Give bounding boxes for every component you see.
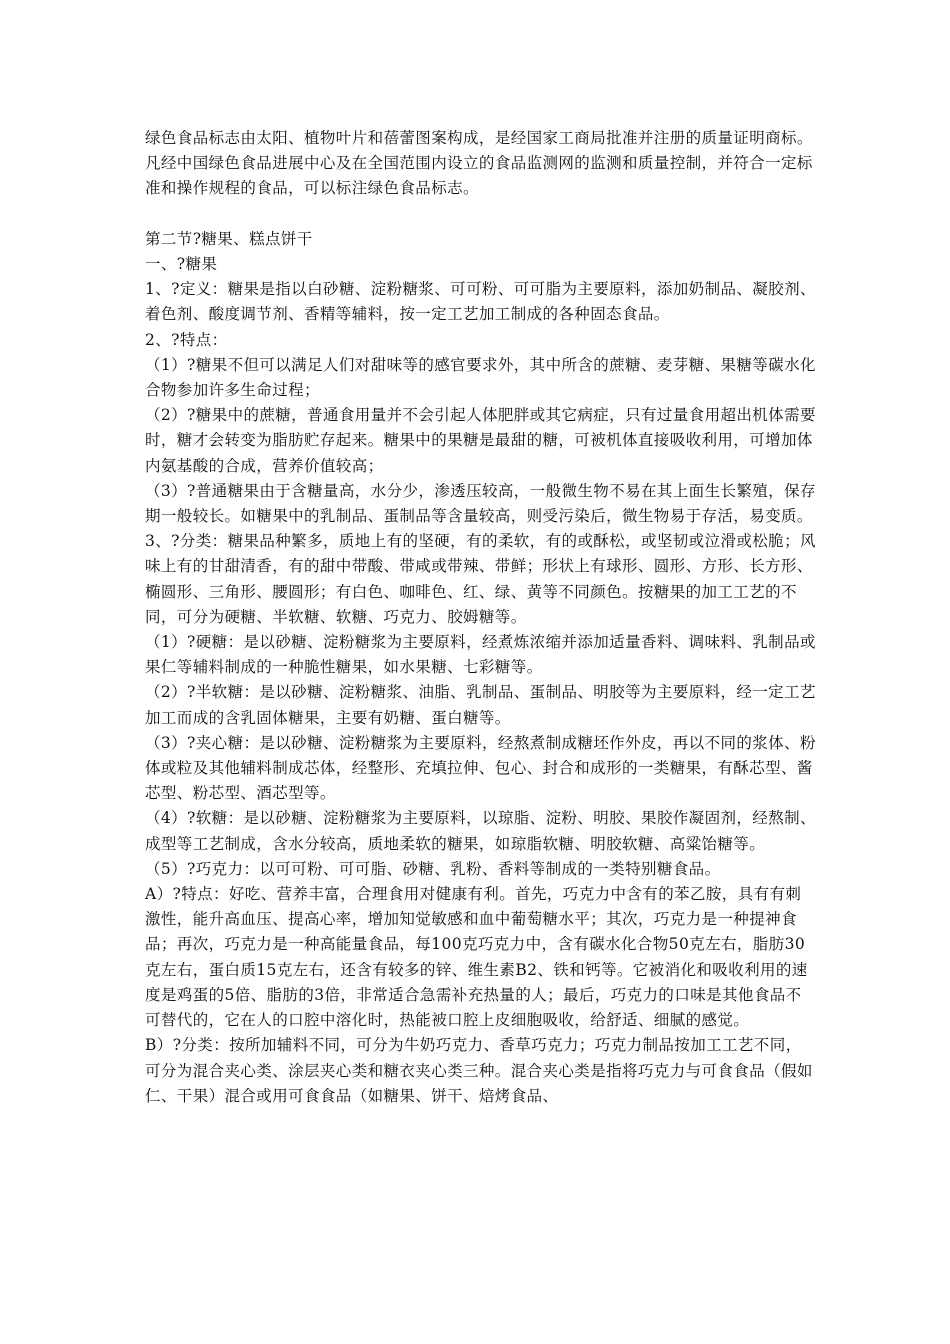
type-item-semi-soft-candy: （2）?半软糖：是以砂糖、淀粉糖浆、油脂、乳制品、蛋制品、明胶等为主要原料，经一定工艺加工而成的含乳固体糖果，主要有奶糖、蛋白糖等。: [145, 683, 816, 727]
type-item-chocolate: （5）?巧克力：以可可粉、可可脂、砂糖、乳粉、香料等制成的一类特别糖食品。: [145, 859, 721, 878]
type-item-hard-candy: （1）?硬糖：是以砂糖、淀粉糖浆为主要原料，经煮炼浓缩并添加适量香料、调味料、乳制品或果仁等辅料制成的一种脆性糖果，如水果糖、七彩糖等。: [145, 633, 816, 677]
classification-paragraph: 3、?分类：糖果品种繁多，质地上有的坚硬，有的柔软，有的或酥松，或坚韧或泣滑或松脆；风味上有的甘甜清香，有的甜中带酸、带咸或带辣、带鲜；形状上有球形、圆形、方形、长方形、椭圆形、三角形、腰圆形；有白色、咖啡色、红、绿、黄等不同颜色。按糖果的加工工艺的不同，可分为硬糖、半软糖、软糖、巧克力、胶姆糖等。: [145, 532, 816, 626]
document-body: [145, 126, 817, 1109]
feature-item-2: （2）?糖果中的蔗糖，普通食用量并不会引起人体肥胖或其它病症，只有过量食用超出机体需要时，糖才会转变为脂肪贮存起来。糖果中的果糖是最甜的糖，可被机体直接吸收利用，可增加体内氨基酸的合成，营养价值较高；: [145, 406, 816, 475]
features-title: 2、?特点：: [145, 330, 228, 349]
feature-item-1: （1）?糖果不但可以满足人们对甜味等的感官要求外，其中所含的蔗糖、麦芽糖、果糖等碳水化合物参加许多生命过程；: [145, 355, 816, 400]
type-item-soft-candy: （4）?软糖：是以砂糖、淀粉糖浆为主要原料，以琼脂、淀粉、明胶、果胶作凝固剂，经熬制、成型等工艺制成，含水分较高，质地柔软的糖果，如琼脂软糖、明胶软糖、高粱饴糖等。: [145, 809, 816, 853]
type-item-filled-candy: （3）?夹心糖：是以砂糖、淀粉糖浆为主要原料，经熬煮制成糖坯作外皮，再以不同的浆体、粉体或粒及其他辅料制成芯体，经整形、充填拉伸、包心、封合和成形的一类糖果，有酥芯型、酱芯型、粉芯型、酒芯型等。: [145, 733, 816, 803]
section-title: 第二节?糖果、糕点饼干: [145, 229, 313, 248]
subsection-title: 一、?糖果: [145, 255, 218, 273]
feature-item-3: （3）?普通糖果由于含糖量高，水分少，渗透压较高，一般微生物不易在其上面生长繁殖，保存期一般较长。如糖果中的乳制品、蛋制品等含量较高，则受污染后，微生物易于存活，易变质。: [145, 481, 816, 526]
intro-paragraph: 绿色食品标志由太阳、植物叶片和蓓蕾图案构成，是经国家工商局批准并注册的质量证明商标。凡经中国绿色食品进展中心及在全国范围内设立的食品监测网的监测和质量控制，并符合一定标准和操作规程的食品，可以标注绿色食品标志。: [145, 129, 813, 198]
spacer: [145, 202, 817, 227]
chocolate-classification-paragraph: B）?分类：按所加辅料不同，可分为牛奶巧克力、香草巧克力；巧克力制品按加工工艺不同，可分为混合夹心类、涂层夹心类和糖衣夹心类三种。混合夹心类是指将巧克力与可食食品（假如仁、干果）混合或用可食食品（如糖果、饼干、焙烤食品、: [145, 1036, 813, 1105]
definition-paragraph: 1、?定义：糖果是指以白砂糖、淀粉糖浆、可可粉、可可脂为主要原料，添加奶制品、凝胶剂、着色剂、酸度调节剂、香精等辅料，按一定工艺加工制成的各种固态食品。: [145, 280, 816, 324]
chocolate-features-paragraph: A）?特点：好吃、营养丰富，合理食用对健康有利。首先，巧克力中含有的苯乙胺，具有有刺激性，能升高血压、提高心率，增加知觉敏感和血中葡萄糖水平；其次，巧克力是一种提神食品；再次，巧克力是一种高能量食品，每100克巧克力中，含有碳水化合物50克左右，脂肪30克左右，蛋白质15克左右，还含有较多的锌、维生素B2、铁和钙等。它被消化和吸收利用的速度是鸡蛋的5倍、脂肪的3倍，非常适合急需补充热量的人；最后，巧克力的口味是其他食品不可替代的，它在人的口腔中溶化时，热能被口腔上皮细胞吸收，给舒适、细腻的感觉。: [145, 885, 808, 1030]
